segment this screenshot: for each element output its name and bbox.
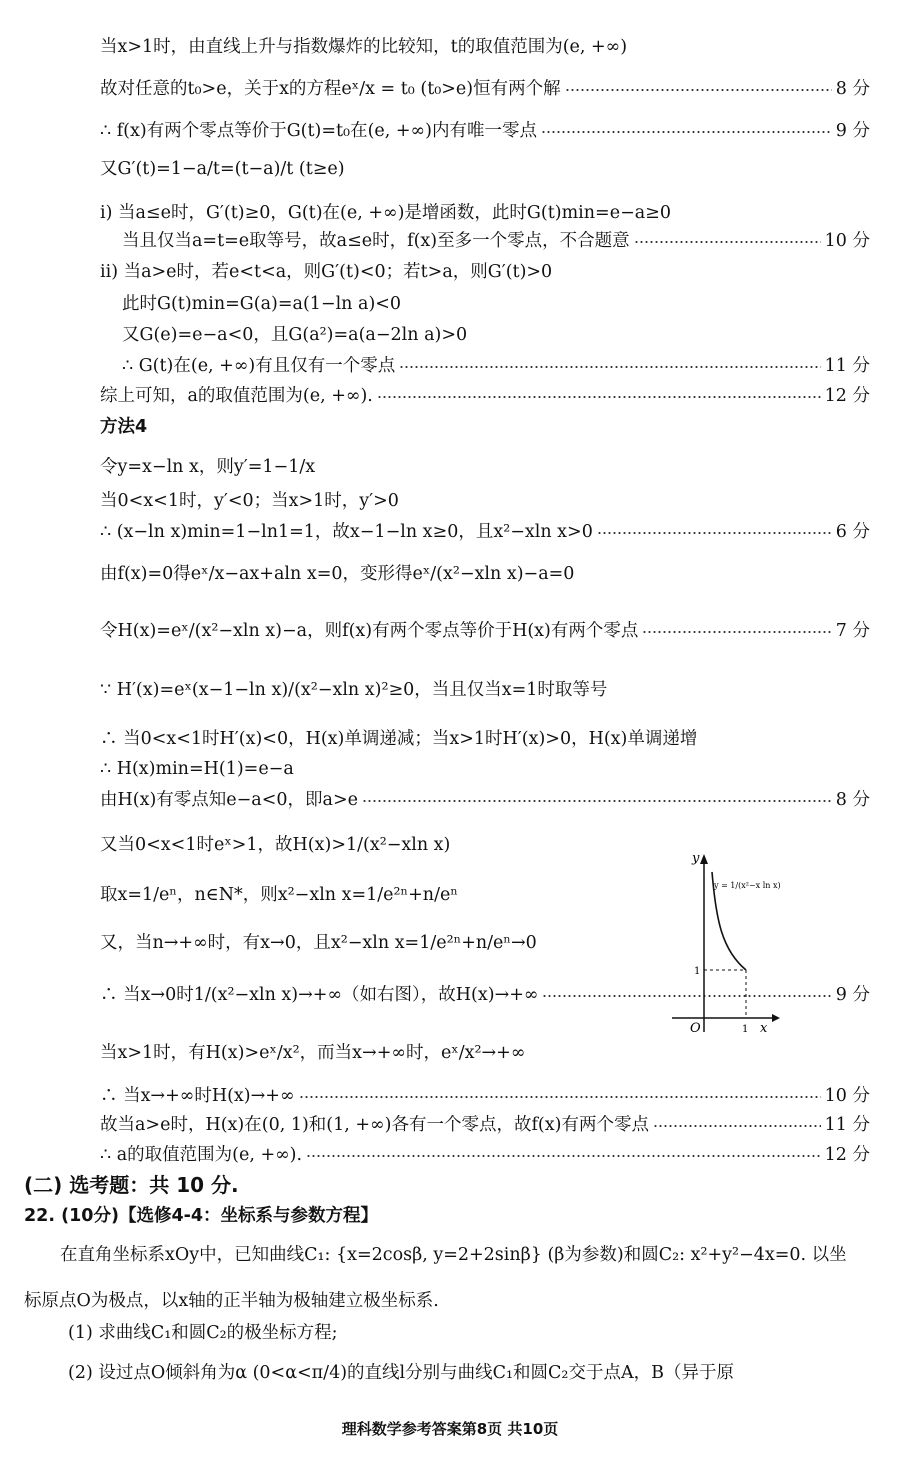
- score-label: 12 分: [824, 1144, 870, 1165]
- q22-line-3: (1) 求曲线C₁和圆C₂的极坐标方程;: [68, 1322, 338, 1343]
- solution-line-l28: [100, 1108, 870, 1138]
- solution-line-l21: [100, 783, 870, 813]
- y-axis-arrow: [700, 854, 708, 864]
- solution-line-l24: [100, 926, 660, 956]
- solution-line-l13: [100, 450, 870, 480]
- line-text: i) 当a≤e时，G′(t)≥0，G(t)在(e, +∞)是增函数，此时G(t)min=e−a≥0: [100, 202, 671, 223]
- q22-line-1: 在直角坐标系xOy中，已知曲线C₁: {x=2cosβ, y=2+2sinβ} (β为参数)和圆C₂: x²+y²−4x=0. 以坐: [60, 1244, 847, 1265]
- leader-dots: [642, 631, 831, 633]
- line-text: ∴ f(x)有两个零点等价于G(t)=t₀在(e, +∞)内有唯一零点: [100, 120, 537, 141]
- solution-line-l2: [100, 72, 870, 102]
- score-label: 9 分: [835, 120, 870, 141]
- y-axis-label: y: [692, 851, 700, 866]
- solution-line-l4: [100, 152, 870, 182]
- line-text: 当x>1时，有H(x)>eˣ/x²，而当x→+∞时，eˣ/x²→+∞: [100, 1042, 526, 1063]
- solution-line-l8: [122, 287, 870, 317]
- solution-line-l16: [100, 557, 870, 587]
- solution-line-l23: [100, 878, 660, 908]
- curve-label: y = 1/(x²−x ln x): [714, 881, 781, 890]
- x-tick-label: 1: [742, 1024, 749, 1035]
- score-label: 11 分: [824, 1114, 870, 1135]
- line-text: 由H(x)有零点知e−a<0，即a>e: [100, 789, 358, 810]
- leader-dots: [541, 131, 832, 133]
- score-label: 6 分: [835, 521, 870, 542]
- x-axis-arrow: [772, 1014, 780, 1022]
- solution-line-l18: [100, 673, 870, 703]
- leader-dots: [653, 1125, 821, 1127]
- leader-dots: [299, 1096, 821, 1098]
- line-text: 故当a>e时，H(x)在(0, 1)和(1, +∞)各有一个零点，故f(x)有两个零点: [100, 1114, 649, 1135]
- line-text: ∵ H′(x)=eˣ(x−1−ln x)/(x²−xln x)²≥0，当且仅当x=1时取等号: [100, 679, 608, 700]
- score-label: 8 分: [835, 789, 870, 810]
- line-text: 故对任意的t₀>e，关于x的方程eˣ/x = t₀ (t₀>e)恒有两个解: [100, 78, 561, 99]
- line-text: 又当0<x<1时eˣ>1，故H(x)>1/(x²−xln x): [100, 834, 451, 855]
- line-text: ∴ a的取值范围为(e, +∞).: [100, 1144, 303, 1165]
- line-text: 令y=x−ln x，则y′=1−1/x: [100, 456, 316, 477]
- line-text: ∴ H(x)min=H(1)=e−a: [100, 759, 294, 779]
- solution-line-l26: [100, 1036, 660, 1066]
- leader-dots: [306, 1155, 821, 1157]
- solution-line-l20: [100, 754, 870, 784]
- x-axis-label: x: [760, 1021, 768, 1035]
- score-label: 10 分: [824, 230, 870, 251]
- leader-dots: [597, 532, 832, 534]
- line-text: 综上可知，a的取值范围为(e, +∞).: [100, 385, 373, 406]
- score-label: 8 分: [835, 78, 870, 99]
- line-text: ii) 当a>e时，若e<t<a，则G′(t)<0；若t>a，则G′(t)>0: [100, 261, 553, 282]
- leader-dots: [634, 241, 821, 243]
- line-text: 由f(x)=0得eˣ/x−ax+aln x=0，变形得eˣ/(x²−xln x)−a=0: [100, 563, 575, 584]
- line-text: 令H(x)=eˣ/(x²−xln x)−a，则f(x)有两个零点等价于H(x)有两个零点: [100, 620, 639, 641]
- q22-title: 22. (10分)【选修4-4：坐标系与参数方程】: [24, 1205, 379, 1226]
- solution-line-l17: [100, 614, 870, 644]
- score-label: 10 分: [824, 1085, 870, 1106]
- solution-line-l1: [100, 30, 870, 60]
- line-text: 当x>1时，由直线上升与指数爆炸的比较知，t的取值范围为(e, +∞): [100, 36, 628, 57]
- line-text: ∴ 当x→+∞时H(x)→+∞: [100, 1085, 295, 1106]
- leader-dots: [362, 800, 832, 802]
- solution-line-l29: [100, 1138, 870, 1168]
- q22-line-4: (2) 设过点O倾斜角为α (0<α<π/4)的直线l分别与曲线C₁和圆C₂交于点A，B（异于原: [68, 1362, 734, 1383]
- leader-dots: [399, 366, 820, 368]
- solution-line-l15: [100, 515, 870, 545]
- y-tick-label: 1: [694, 966, 701, 977]
- solution-line-l11: [100, 379, 870, 409]
- line-text: ∴ (x−ln x)min=1−ln1=1，故x−1−ln x≥0，且x²−xln x>0: [100, 521, 593, 542]
- line-text: 当0<x<1时，y′<0；当x>1时，y′>0: [100, 490, 399, 511]
- line-text: ∴ G(t)在(e, +∞)有且仅有一个零点: [122, 355, 396, 376]
- score-label: 11 分: [824, 355, 870, 376]
- function-graph: [672, 850, 782, 1035]
- solution-line-l12: [100, 410, 870, 440]
- solution-line-l27: [100, 1079, 870, 1109]
- section-title: (二) 选考题：共 10 分.: [24, 1172, 239, 1197]
- line-text: 又G′(t)=1−a/t=(t−a)/t (t≥e): [100, 158, 345, 179]
- score-label: 12 分: [824, 385, 870, 406]
- solution-line-l14: [100, 484, 870, 514]
- line-text: 方法4: [100, 416, 148, 437]
- line-text: 此时G(t)min=G(a)=a(1−ln a)<0: [122, 293, 402, 314]
- line-text: 取x=1/eⁿ，n∈N*，则x²−xln x=1/e²ⁿ+n/eⁿ: [100, 884, 458, 905]
- solution-line-l9: [122, 318, 870, 348]
- score-label: 9 分: [835, 984, 870, 1005]
- leader-dots: [377, 396, 821, 398]
- line-text: 又G(e)=e−a<0，且G(a²)=a(a−2ln a)>0: [122, 324, 468, 345]
- page-footer: 理科数学参考答案第8页 共10页: [341, 1420, 559, 1438]
- q22-line-2: 标原点O为极点，以x轴的正半轴为极轴建立极坐标系.: [24, 1290, 439, 1311]
- solution-line-l3: [100, 114, 870, 144]
- solution-line-l22: [100, 828, 660, 858]
- solution-line-l19: [100, 722, 870, 752]
- score-label: 7 分: [835, 620, 870, 641]
- origin-label: O: [690, 1021, 701, 1035]
- line-text: 又，当n→+∞时，有x→0，且x²−xln x=1/e²ⁿ+n/eⁿ→0: [100, 932, 537, 953]
- leader-dots: [565, 89, 832, 91]
- line-text: ∴ 当0<x<1时H′(x)<0，H(x)单调递减；当x>1时H′(x)>0，H(x)单调递增: [100, 728, 698, 749]
- line-text: ∴ 当x→0时1/(x²−xln x)→+∞（如右图），故H(x)→+∞: [100, 984, 539, 1005]
- solution-line-l10: [122, 349, 870, 379]
- solution-line-l7: [100, 255, 870, 285]
- solution-line-l5: [100, 196, 870, 226]
- solution-line-l6: [122, 224, 870, 254]
- line-text: 当且仅当a=t=e取等号，故a≤e时，f(x)至多一个零点，不合题意: [122, 230, 630, 251]
